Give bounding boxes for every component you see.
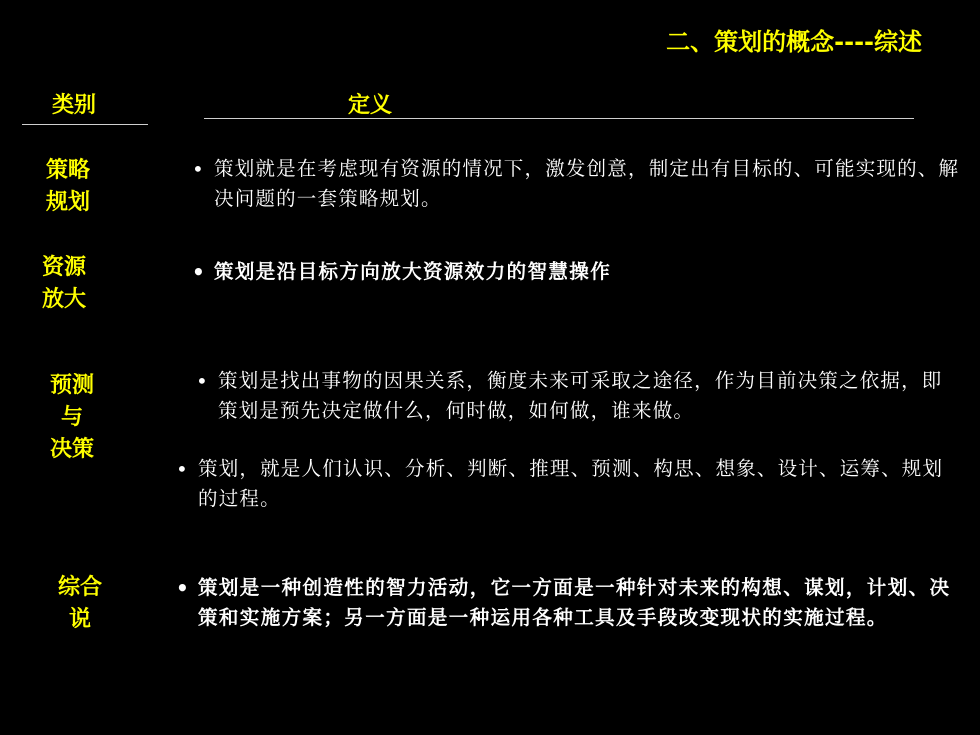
definition-header-divider: [204, 118, 914, 119]
definition-item: [192, 257, 964, 287]
category-label-resource-amplification: 资源 放大: [42, 255, 87, 312]
definition-text: 策划，就是人们认识、分析、判断、推理、预测、构思、想象、设计、运筹、规划的过程。: [198, 457, 944, 510]
definition-text: 策划是一种创造性的智力活动，它一方面是一种针对未来的构想、谋划，计划、决策和实施方案；另一方面是一种运用各种工具及手段改变现状的实施过程。: [198, 576, 951, 629]
category-label-forecast-decision: 预测 与 决策: [50, 373, 95, 462]
category-header-divider: [22, 124, 148, 125]
definition-text: 策划就是在考虑现有资源的情况下，激发创意，制定出有目标的、可能实现的、解决问题的一套策略规划。: [214, 157, 960, 210]
definition-column-header: 定义: [348, 93, 393, 118]
category-label-comprehensive: 综合 说: [58, 575, 103, 632]
slide-title: 二、策划的概念----综述: [666, 28, 922, 56]
definition-text: 策划是沿目标方向放大资源效力的智慧操作: [214, 260, 612, 283]
bullet: •: [192, 260, 207, 284]
category-label-strategy-planning: 策略 规划: [46, 158, 91, 215]
bullet: •: [176, 457, 189, 481]
definition-item: [176, 573, 962, 633]
definition-item: [192, 154, 964, 214]
bullet: •: [192, 157, 205, 181]
definition-text: 策划是找出事物的因果关系，衡度未来可采取之途径，作为目前决策之依据，即策划是预先决定做什么，何时做，如何做，谁来做。: [218, 369, 943, 422]
definition-item: [176, 454, 962, 514]
category-column-header: 类别: [52, 93, 97, 118]
bullet: •: [196, 369, 209, 393]
bullet: •: [176, 576, 191, 600]
definition-item: [196, 366, 960, 426]
